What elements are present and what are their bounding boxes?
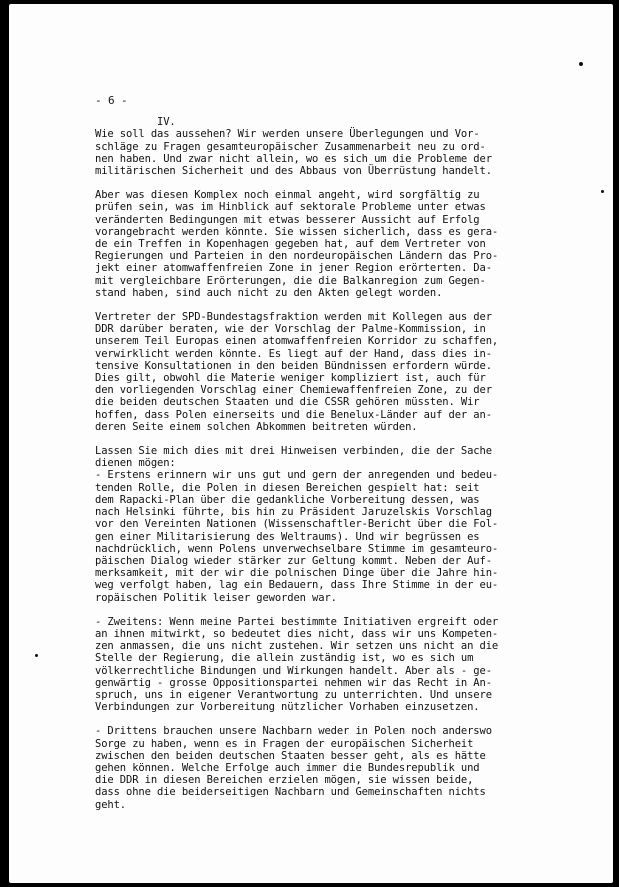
text-line: ropäischen Politik leiser geworden war.	[95, 591, 337, 604]
paragraph	[95, 445, 543, 604]
text-line: zen anmassen, die uns nicht zustehen. Wir setzen uns nicht an die	[95, 640, 499, 653]
paragraph	[95, 725, 543, 810]
text-line: Sorge zu haben, wenn es in Fragen der europäischen Sicherheit	[95, 737, 474, 750]
text-line: verwirklicht werden könnte. Es liegt auf der Hand, dass dies in-	[95, 347, 492, 360]
paragraph	[95, 616, 543, 714]
scan-speck	[35, 654, 38, 657]
text-line: Lassen Sie mich dies mit drei Hinweisen verbinden, die der Sache	[95, 445, 492, 458]
text-line: deren Seite einem solchen Abkommen beitreten würden.	[95, 420, 418, 433]
text-line: völkerrechtliche Bindungen und Wirkungen handelt. Aber als - ge-	[95, 664, 492, 677]
text-line: dienen mögen:	[95, 457, 176, 470]
scan-speck	[579, 62, 583, 66]
page-number: - 6 -	[95, 94, 128, 107]
text-line: dass ohne die beiderseitigen Nachbarn und Gemeinschaften nichts	[95, 786, 486, 799]
text-line: an ihnen mitwirkt, so bedeutet dies nicht, dass wir uns Kompeten-	[95, 627, 499, 640]
text-line: Regierungen und Parteien in den nordeuropäischen Ländern das Pro-	[95, 250, 499, 263]
text-line: zwischen den beiden deutschen Staaten besser geht, als es hätte	[95, 749, 486, 762]
text-line: - Erstens erinnern wir uns gut und gern der anregenden und bedeu-	[95, 469, 499, 482]
paragraph	[95, 128, 543, 177]
text-line: Stelle der Regierung, die allein zuständig ist, wo es sich um	[95, 652, 474, 665]
text-line: gen einer Militarisierung des Weltraums). Und wir begrüssen es	[95, 530, 480, 543]
text-line: de ein Treffen in Kopenhagen gegeben hat, auf dem Vertreter von	[95, 238, 486, 251]
text-line: merksamkeit, mit der wir die polnischen Dinge über die Jahre hin-	[95, 567, 499, 580]
scan-speck	[601, 190, 604, 193]
text-line: Dies gilt, obwohl die Materie weniger kompliziert ist, auch für	[95, 372, 486, 385]
text-line: militärischen Sicherheit und des Abbaus von Überrüstung handelt.	[95, 165, 492, 178]
text-line: nach Helsinki führte, bis hin zu Präsident Jaruzelskis Vorschlag	[95, 506, 492, 519]
text-line: - Drittens brauchen unsere Nachbarn weder in Polen noch anderswo	[95, 725, 492, 738]
text-line: dem Rapacki-Plan über die gedankliche Vorbereitung dessen, was	[95, 493, 480, 506]
text-line: Aber was diesen Komplex noch einmal angeht, wird sorgfältig zu	[95, 189, 480, 202]
text-line: schläge zu Fragen gesamteuropäischer Zusammenarbeit neu zu ord-	[95, 140, 486, 153]
text-line: den vorliegenden Vorschlag einer Chemiewaffenfreien Zone, zu der	[95, 384, 492, 397]
text-line: Wie soll das aussehen? Wir werden unsere Überlegungen und Vor-	[95, 128, 480, 141]
text-line: geht.	[95, 798, 127, 811]
text-line: genwärtig - grosse Oppositionspartei nehmen wir das Recht in An-	[95, 676, 492, 689]
text-line: weg verfolgt haben, lag ein Bedauern, dass Ihre Stimme in der eu-	[95, 579, 499, 592]
text-line: jekt einer atomwaffenfreien Zone in jener Region erörterten. Da-	[95, 262, 492, 275]
text-line: hoffen, dass Polen einerseits und die Benelux-Länder auf der an-	[95, 408, 492, 421]
text-line: DDR darüber beraten, wie der Vorschlag der Palme-Kommission, in	[95, 323, 486, 336]
text-line: die DDR in diesen Bereichen erzielen mögen, sie wissen beide,	[95, 774, 474, 787]
text-line: vorangebracht werden könnte. Sie wissen sicherlich, dass es gera-	[95, 225, 499, 238]
text-line: spruch, uns in eigener Verantwortung zu unterrichten. Und unsere	[95, 688, 492, 701]
text-line: Verbindungen zur Vorbereitung nützlicher Vorhaben einzusetzen.	[95, 701, 480, 714]
text-line: - Zweitens: Wenn meine Partei bestimmte Initiativen ergreift oder	[95, 615, 499, 628]
text-line: vor den Vereinten Nationen (Wissenschaftler-Bericht über die Fol-	[95, 518, 499, 531]
document-body	[95, 95, 543, 823]
text-line: Vertreter der SPD-Bundestagsfraktion werden mit Kollegen aus der	[95, 311, 492, 324]
paragraph	[95, 189, 543, 299]
text-line: gehen können. Welche Erfolge auch immer die Bundesrepublik und	[95, 761, 480, 774]
text-line: tenden Rolle, die Polen in diesen Bereichen gespielt hat: seit	[95, 481, 480, 494]
text-line: prüfen sein, was im Hinblick auf sektorale Probleme unter etwas	[95, 201, 486, 214]
text-line: tensive Konsultationen in den beiden Bündnissen erfordern würde.	[95, 359, 492, 372]
text-line: nachdrücklich, wenn Polens unverwechselbare Stimme im gesamteuro-	[95, 542, 499, 555]
text-line: stand haben, sind auch nicht zu den Akten gelegt worden.	[95, 286, 443, 299]
paragraph-list	[95, 128, 543, 810]
text-line: die beiden deutschen Staaten und die CSSR gehören müssten. Wir	[95, 396, 480, 409]
paragraph	[95, 311, 543, 433]
text-line: unserem Teil Europas einen atomwaffenfreien Korridor zu schaffen,	[95, 335, 499, 348]
text-line: päischen Dialog wieder stärker zur Geltung kommt. Neben der Auf-	[95, 554, 492, 567]
text-line: nen haben. Und zwar nicht allein, wo es sich um die Probleme der	[95, 152, 492, 165]
section-number: IV.	[157, 116, 176, 129]
text-line: mit vergleichbare Erörterungen, die die Balkanregion zum Gegen-	[95, 274, 486, 287]
document-page	[9, 4, 613, 883]
text-line: veränderten Bedingungen mit etwas besserer Aussicht auf Erfolg	[95, 213, 480, 226]
